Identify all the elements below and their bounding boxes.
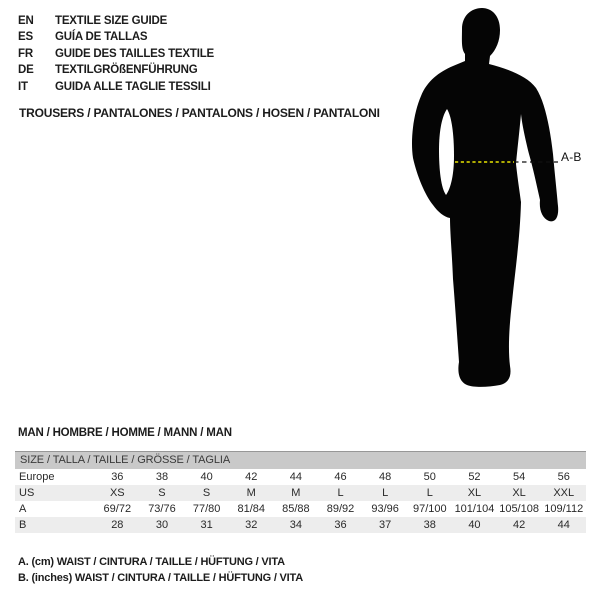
- language-code: FR: [18, 47, 33, 60]
- row-label: US: [19, 487, 35, 499]
- language-row: [18, 62, 214, 78]
- size-value-cell: 46: [334, 471, 347, 483]
- man-silhouette-body: [412, 8, 558, 387]
- size-value-cell: 28: [111, 519, 124, 531]
- size-value-cell: 42: [245, 471, 258, 483]
- man-silhouette-figure: [395, 4, 585, 389]
- size-value-cell: 77/80: [192, 503, 221, 515]
- size-value-cell: 31: [200, 519, 213, 531]
- size-value-cell: 89/92: [326, 503, 355, 515]
- table-row: [15, 501, 586, 517]
- size-value-cell: XXL: [553, 487, 575, 499]
- language-row: [18, 13, 214, 29]
- size-value-cell: 44: [289, 471, 302, 483]
- size-value-cell: 50: [423, 471, 436, 483]
- size-value-cell: 38: [423, 519, 436, 531]
- size-value-cell: 73/76: [148, 503, 176, 515]
- size-value-cell: 37: [379, 519, 392, 531]
- size-value-cell: L: [337, 487, 344, 499]
- size-value-cell: 48: [379, 471, 392, 483]
- size-value-cell: 30: [155, 519, 169, 531]
- man-silhouette: [395, 4, 585, 389]
- measure-label: A-B: [561, 150, 582, 164]
- size-value-cell: 109/112: [544, 503, 584, 515]
- table-row: [15, 469, 586, 485]
- language-row: [18, 46, 214, 62]
- size-value-cell: 52: [468, 471, 481, 483]
- size-value-cell: M: [246, 487, 256, 499]
- size-value-cell: M: [291, 487, 301, 499]
- size-value-cell: XS: [109, 487, 125, 499]
- language-row: [18, 79, 214, 95]
- footnote-a: A. (cm) WAIST / CINTURA / TAILLE / HÜFTUNG / VITA: [18, 556, 285, 568]
- language-title: TEXTILGRÖßENFÜHRUNG: [55, 64, 198, 77]
- size-value-cell: 40: [200, 471, 213, 483]
- garment-heading: TROUSERS / PANTALONES / PANTALONS / HOSEN / PANTALONI: [19, 106, 380, 120]
- language-list: [18, 13, 214, 95]
- row-label: B: [19, 519, 27, 531]
- row-label: A: [19, 503, 27, 515]
- footnotes: [18, 554, 303, 587]
- gender-heading: MAN / HOMBRE / HOMME / MANN / MAN: [18, 427, 232, 439]
- size-value-cell: 42: [512, 519, 526, 531]
- size-table-rows: [15, 469, 586, 533]
- size-value-cell: 34: [289, 519, 302, 531]
- language-row: [18, 29, 214, 45]
- language-code: IT: [18, 80, 28, 93]
- language-code: EN: [18, 15, 34, 27]
- size-value-cell: 36: [111, 471, 124, 483]
- language-title: GUIDA ALLE TAGLIE TESSILI: [55, 80, 211, 93]
- size-value-cell: 36: [334, 519, 347, 531]
- size-value-cell: 97/100: [412, 503, 447, 515]
- row-label: Europe: [19, 471, 55, 483]
- size-value-cell: L: [382, 487, 389, 499]
- footnote-b: B. (inches) WAIST / CINTURA / TAILLE / HÜFTUNG / VITA: [18, 572, 303, 585]
- size-value-cell: 101/104: [454, 503, 495, 515]
- size-value-cell: 32: [245, 519, 258, 531]
- size-value-cell: XL: [512, 487, 526, 499]
- size-value-cell: L: [426, 487, 433, 499]
- size-value-cell: 56: [557, 471, 570, 483]
- size-value-cell: 81/84: [237, 503, 265, 515]
- language-title: GUIDE DES TAILLES TEXTILE: [55, 47, 214, 60]
- size-value-cell: 44: [557, 519, 570, 531]
- language-title: GUÍA DE TALLAS: [55, 31, 148, 44]
- size-value-cell: 40: [468, 519, 481, 531]
- size-value-cell: S: [158, 487, 166, 499]
- size-value-cell: 93/96: [371, 503, 399, 515]
- language-title: TEXTILE SIZE GUIDE: [55, 15, 168, 27]
- size-value-cell: 85/88: [282, 503, 310, 515]
- size-value-cell: 54: [512, 471, 526, 483]
- table-row: [15, 517, 586, 533]
- language-code: DE: [18, 64, 34, 77]
- size-value-cell: 105/108: [499, 503, 539, 515]
- size-table: [15, 451, 586, 533]
- size-value-cell: S: [202, 487, 211, 499]
- size-value-cell: 69/72: [103, 503, 132, 515]
- language-code: ES: [18, 31, 33, 44]
- table-row: [15, 485, 586, 501]
- size-value-cell: XL: [467, 487, 482, 499]
- size-value-cell: 38: [155, 471, 169, 483]
- size-table-header: SIZE / TALLA / TAILLE / GRÖSSE / TAGLIA: [15, 451, 586, 469]
